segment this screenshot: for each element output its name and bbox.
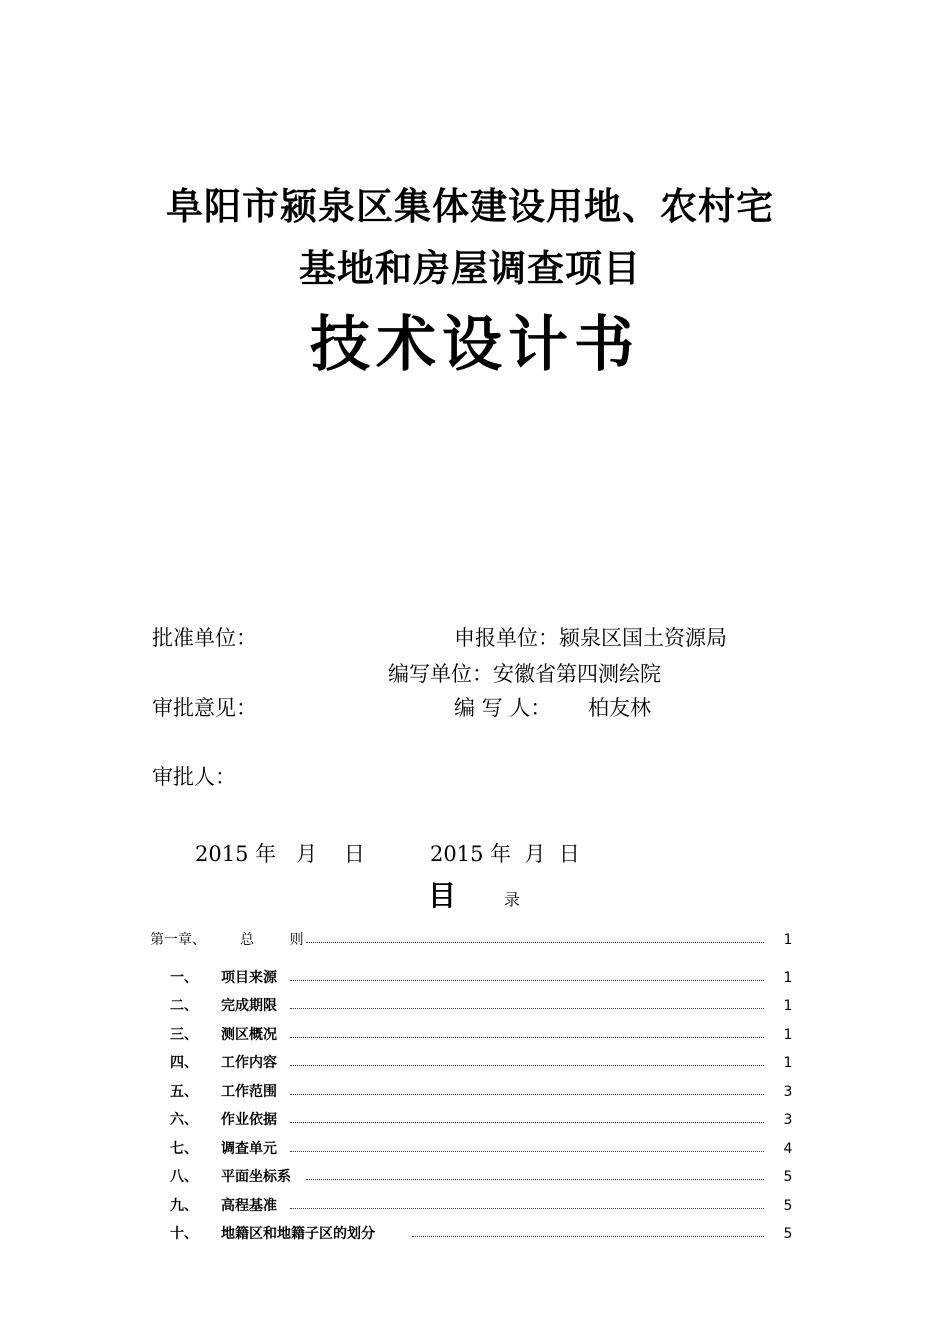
submit-unit: 申报单位：颍泉区国土资源局 — [454, 626, 727, 650]
toc-item-page: 1 — [783, 1055, 793, 1071]
toc-item-num: 七、 — [170, 1141, 198, 1157]
cover-main-title: 技术设计书 — [310, 310, 640, 380]
cover-title-line1: 阜阳市颍泉区集体建设用地、农村宅 — [166, 184, 774, 228]
toc-leader-dots — [290, 1208, 764, 1209]
date-right: 2015 年 月 日 — [430, 842, 580, 866]
toc-item-num: 四、 — [170, 1055, 198, 1071]
author-name: 柏友林 — [588, 696, 651, 720]
toc-item-page: 4 — [783, 1141, 793, 1157]
toc-item-page: 5 — [783, 1226, 793, 1242]
toc-chapter-page: 1 — [783, 932, 793, 948]
toc-item-label: 平面坐标系 — [221, 1166, 293, 1188]
toc-item-row[interactable] — [0, 1109, 950, 1131]
toc-item-label: 工作内容 — [221, 1052, 279, 1074]
toc-item-num: 十、 — [170, 1226, 198, 1242]
toc-leader-dots — [290, 1094, 764, 1095]
toc-item-page: 5 — [783, 1198, 793, 1214]
toc-item-page: 5 — [783, 1169, 793, 1185]
compile-unit-text: 编写单位：安徽省第四测绘院 — [388, 662, 661, 686]
toc-leader-dots — [290, 1122, 764, 1123]
toc-item-label: 高程基准 — [221, 1195, 279, 1217]
toc-item-row[interactable] — [0, 1166, 950, 1188]
toc-heading-big: 目 — [428, 879, 457, 912]
date-left: 2015 年 月 日 — [195, 842, 365, 866]
approve-unit-label: 批准单位： — [152, 626, 257, 650]
author-label: 编 写 人： — [454, 696, 552, 720]
toc-item-label: 完成期限 — [221, 995, 279, 1017]
toc-item-num: 八、 — [170, 1169, 198, 1185]
toc-item-row[interactable] — [0, 1223, 950, 1245]
toc-item-row[interactable] — [0, 1138, 950, 1160]
toc-item-label: 项目来源 — [221, 967, 279, 989]
toc-item-row[interactable] — [0, 1024, 950, 1046]
toc-item-row[interactable] — [0, 1195, 950, 1217]
toc-item-label: 测区概况 — [221, 1024, 279, 1046]
toc-leader-dots — [306, 1179, 764, 1180]
approver-label: 审批人： — [152, 765, 236, 789]
toc-leader-dots — [412, 1236, 764, 1237]
toc-item-page: 1 — [783, 970, 793, 986]
toc-chapter-num: 第一章、 — [150, 932, 206, 948]
toc-item-num: 六、 — [170, 1112, 198, 1128]
toc-chapter-label: 总 则 — [240, 929, 306, 951]
toc-item-row[interactable] — [0, 995, 950, 1017]
toc-item-num: 一、 — [170, 970, 198, 986]
approve-opinion-label: 审批意见： — [152, 696, 257, 720]
compile-unit — [388, 660, 661, 688]
toc-item-label: 作业依据 — [221, 1109, 279, 1131]
toc-item-num: 三、 — [170, 1027, 198, 1043]
toc-item-row[interactable] — [0, 967, 950, 989]
toc-leader-dots — [290, 1065, 764, 1066]
toc-item-page: 1 — [783, 1027, 793, 1043]
toc-item-page: 3 — [783, 1084, 793, 1100]
toc-leader-dots — [290, 1008, 764, 1009]
toc-leader-dots — [290, 1037, 764, 1038]
toc-leader-dots — [306, 942, 764, 943]
toc-item-label: 地籍区和地籍子区的划分 — [221, 1223, 377, 1245]
toc-item-page: 3 — [783, 1112, 793, 1128]
toc-item-page: 1 — [783, 998, 793, 1014]
toc-heading — [428, 874, 520, 914]
cover-title-line2: 基地和房屋调查项目 — [299, 246, 641, 290]
toc-item-row[interactable] — [0, 1081, 950, 1103]
toc-heading-small: 录 — [504, 890, 521, 909]
toc-item-num: 五、 — [170, 1084, 198, 1100]
toc-leader-dots — [290, 980, 764, 981]
toc-item-label: 调查单元 — [221, 1138, 279, 1160]
toc-item-num: 九、 — [170, 1198, 198, 1214]
toc-item-label: 工作范围 — [221, 1081, 279, 1103]
toc-item-row[interactable] — [0, 1052, 950, 1074]
toc-item-num: 二、 — [170, 998, 198, 1014]
toc-leader-dots — [290, 1151, 764, 1152]
toc-chapter-row[interactable] — [0, 929, 950, 951]
